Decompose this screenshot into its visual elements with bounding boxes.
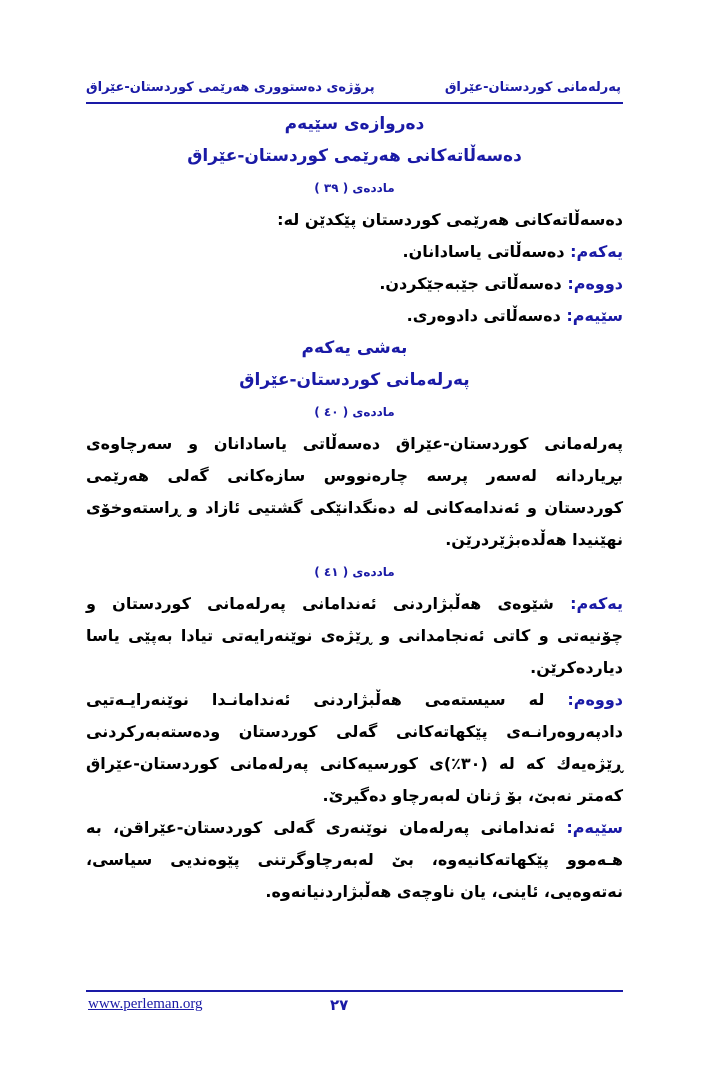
item-label: سێیەم: <box>566 818 623 837</box>
article-39-heading: ماددەی ( ٣٩ ) <box>314 181 395 195</box>
article-41-heading: ماددەی ( ٤١ ) <box>314 565 395 579</box>
footer-divider <box>86 990 623 992</box>
item-label: یەکەم: <box>570 242 623 261</box>
part-title: بەشی یەکەم <box>301 338 408 358</box>
header-parliament-title: پەرلەمانی کوردستان-عێراق <box>444 80 621 95</box>
article-41-item-3 <box>86 812 623 908</box>
article-40-text: پەرلەمانی کوردستان-عێراق دەسەڵاتی یاسادانان و سەرچاوەی بڕیاردانە لەسەر پرسە چارەنووس سازەکانی گەلی هەرێمی کوردستان و ئەندامەکانی لە دەنگدانێکی گشتیی ئازاد و ڕاستەوخۆی نهێنیدا هەڵدەبژێردرێن. <box>86 434 623 549</box>
item-label: سێیەم: <box>566 306 623 325</box>
chapter-subtitle: دەسەڵاتەکانی هەرێمی کوردستان-عێراق <box>187 146 522 166</box>
page-header <box>86 76 621 102</box>
item-label: دووەم: <box>567 690 623 709</box>
chapter-title: دەروازەی سێیەم <box>284 114 425 134</box>
page-number: ٢٧ <box>330 996 349 1014</box>
item-label: یەکەم: <box>570 594 623 613</box>
item-label: دووەم: <box>567 274 623 293</box>
article-39-item-2 <box>86 268 623 300</box>
item-text: دەسەڵاتی یاسادانان. <box>402 242 571 261</box>
page-body <box>86 108 623 908</box>
item-text: شێوەی هەڵبژاردنی ئەندامانی پەرلەمانی کوردستان و چۆنیەتی و کاتی ئەنجامدانی و ڕێژەی نوێنەرایەتی تیادا بەپێی یاسا دیاردەکرێن. <box>86 594 623 677</box>
article-40-heading: ماددەی ( ٤٠ ) <box>314 405 395 419</box>
article-39-item-3 <box>86 300 623 332</box>
item-text: لە سیستەمی هەڵبژاردنی ئەندامانـدا نوێنەرایـەتیی دادپەروەرانـەی پێکهاتەکانی گەلی کوردستان ودەستەبەرکردنی ڕێژەیەك کە لە (٣٠٪)ی کورسیەکانی پەرلەمانی کوردستان-عێراق کەمتر نەبێ، بۆ ژنان لەبەرچاو دەگیرێ. <box>86 690 624 805</box>
item-text: دەسەڵاتی دادوەری. <box>406 306 567 325</box>
website-link[interactable]: www.perleman.org <box>88 996 203 1012</box>
header-constitution-title: پرۆژەی دەستووری هەرێمی کوردستان-عێراق <box>86 80 375 95</box>
article-39-intro: دەسەڵاتەکانی هەرێمی کوردستان پێکدێن لە: <box>277 210 623 229</box>
article-41-item-1 <box>86 588 623 684</box>
item-text: دەسەڵاتی جێبەجێکردن. <box>379 274 568 293</box>
article-39-item-1 <box>86 236 623 268</box>
article-41-item-2 <box>86 684 623 812</box>
item-text: ئەندامانی پەرلەمان نوێنەری گەلی کوردستان-عێراقن، بە هـەموو پێکهاتەکانیەوە، بێ لەبەرچاوگرتنی پێوەندیی سیاسی، نەتەوەیی، ئاینی، یان ناوچەی هەڵبژاردنیانەوە. <box>86 818 623 901</box>
part-subtitle: پەرلەمانی کوردستان-عێراق <box>239 370 470 390</box>
header-divider <box>86 102 623 104</box>
